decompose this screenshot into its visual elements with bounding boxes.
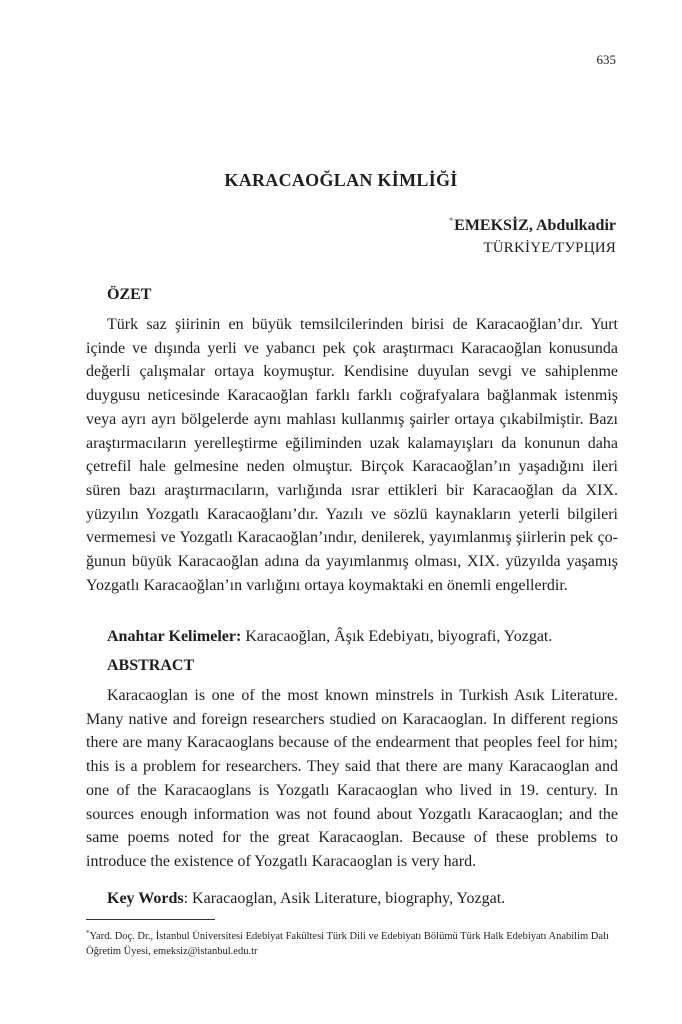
page-number: 635 <box>596 52 616 67</box>
ozet-paragraph: Türk saz şiirinin en büyük temsilcilerinden birisi de Karacaoğlan’dır. Yurt içinde ve dışında yerli ve yabancı pek çok araştırmacı Karacaoğlan konusunda değerli çalışmalar ortaya koymuştur. Kendisine duyulan sevgi ve sahiplenme duygusu neticesinde Karacaoğlan farklı farklı coğrafyalara bağlanmak istenmiş veya ayrı ayrı bölgelerde aynı mahlası kullanmış şairler ortaya çıkabilmiştir. Bazı araştırmacıların yerelleştirme eğiliminden uzak kalamayışları da konunun daha çetrefil hale gelmesine neden olmuştur. Birçok Karacaoğlan’ın yaşadığını ileri süren bazı araştırmacıların, varlığında ısrar ettikleri bir Karacaoğlan da XIX. yüzyılın Yozgatlı Karacaoğlanı’dır. Yazılı ve sözlü kaynakların yeterli bilgileri vermemesi ve Yozgatlı Karacaoğlan’ındır, denilerek, yayımlanmış şiirlerin pek çoğunun büyük Karacaoğlan adına da yayımlanmış olması, XIX. yüzyılda yaşamış Yozgatlı Karacaoğlan’ın varlığını ortaya koymaktaki en önemli engellerdir. <box>86 316 618 594</box>
author-footnote-marker: * <box>449 216 454 225</box>
footnote <box>86 926 626 959</box>
turkish-keywords-list: Karacaoğlan, Âşık Edebiyatı, biyografi, Yozgat. <box>241 628 553 645</box>
turkish-keywords <box>107 628 552 646</box>
english-keywords-list: : Karacaoglan, Asik Literature, biography, Yozgat. <box>183 890 506 907</box>
author-block <box>449 210 616 259</box>
abstract-heading: ABSTRACT <box>107 657 195 674</box>
turkish-keywords-label: Anahtar Kelimeler: <box>107 628 242 645</box>
author-name-line <box>449 210 616 237</box>
author-country: TÜRKİYE/ТУРЦИЯ <box>483 240 616 256</box>
footnote-text: Yard. Doç. Dr., İstanbul Üniversitesi Edebiyat Fakültesi Türk Dili ve Edebiyatı Bölümü Türk Halk Edebiyatı Anabilim Dalı Öğretim Üyesi, emeksiz@istanbul.edu.tr <box>86 931 609 957</box>
ozet-heading: ÖZET <box>107 286 152 303</box>
english-keywords-label: Key Words <box>107 890 184 907</box>
english-keywords <box>107 890 505 908</box>
abstract-paragraph: Karacaoglan is one of the most known minstrels in Turkish Asık Literature. Many native and foreign researchers studied on Karacaoglan. In different regions there are many Karacaoglans because of the endearment that peoples feel for him; this is a problem for researchers. They said that there are many Karacaoglan and one of the Karacaoglans is Yozgatlı Karacaoglan who lived in 19. century. In sources enough information was not found about Yozgatlı Karacaoglan; and the same poems noted for the great Karacaoglan. Because of these problems to introduce the existence of Yozgatlı Karacaoglan is very hard. <box>86 687 618 870</box>
article-title: KARACAOĞLAN KİMLİĞİ <box>224 170 458 190</box>
footnote-marker: * <box>86 929 90 937</box>
footnote-divider <box>86 919 215 920</box>
author-name: EMEKSİZ, Abdulkadir <box>454 217 616 234</box>
